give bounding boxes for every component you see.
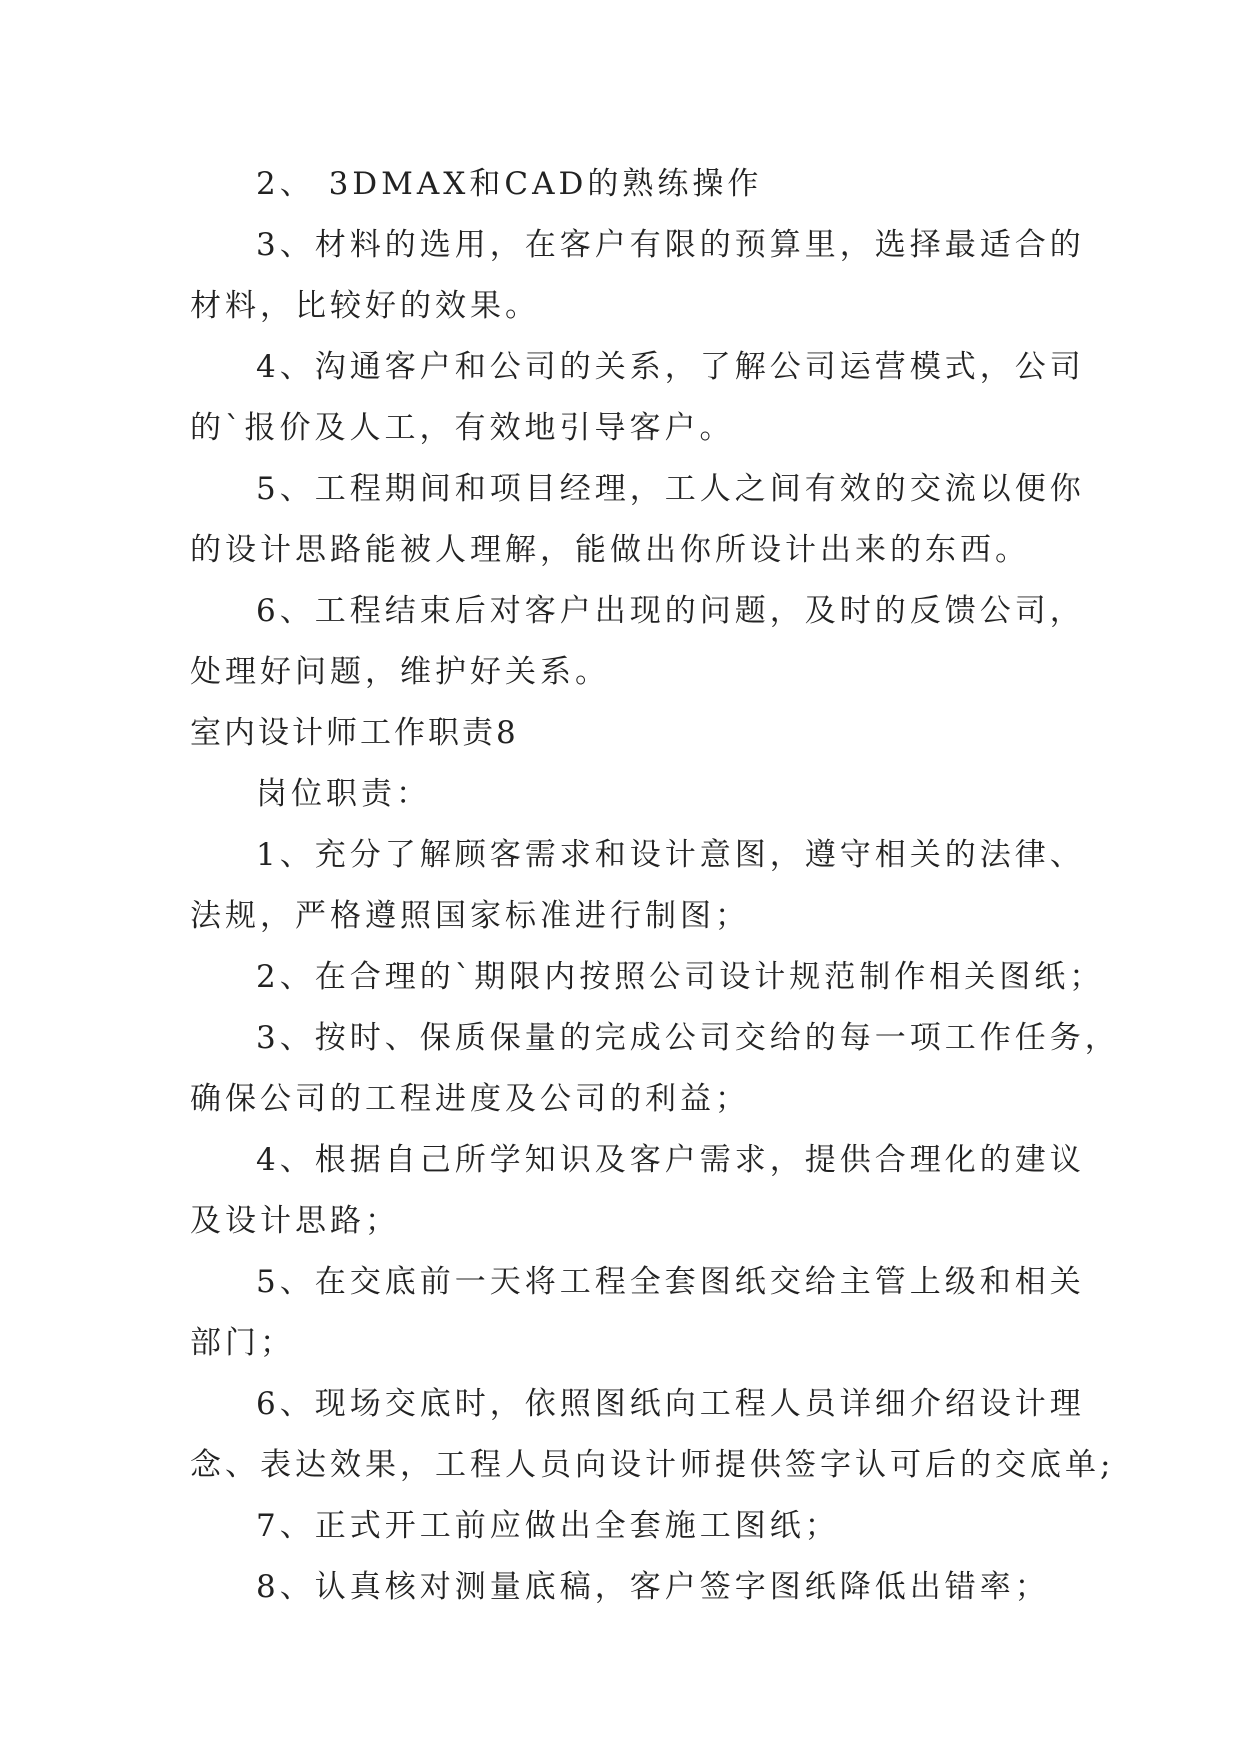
paragraph-line: 2、在合理的`期限内按照公司设计规范制作相关图纸； xyxy=(256,959,1105,995)
paragraph-line: 及设计思路； xyxy=(190,1203,400,1239)
paragraph-line: 处理好问题，维护好关系。 xyxy=(190,654,610,690)
paragraph-line: 1、充分了解顾客需求和设计意图，遵守相关的法律、 xyxy=(256,837,1085,873)
paragraph-line: 2、 3DMAX和CAD的熟练操作 xyxy=(256,166,763,202)
paragraph-line: 7、正式开工前应做出全套施工图纸； xyxy=(256,1508,840,1544)
paragraph-line: 3、按时、保质保量的完成公司交给的每一项工作任务， xyxy=(256,1020,1120,1056)
paragraph-line: 5、工程期间和项目经理，工人之间有效的交流以便你 xyxy=(256,471,1085,507)
paragraph-line: 6、工程结束后对客户出现的问题，及时的反馈公司， xyxy=(256,593,1085,629)
paragraph-line: 8、认真核对测量底稿，客户签字图纸降低出错率； xyxy=(256,1569,1050,1605)
section-heading: 室内设计师工作职责8 xyxy=(190,715,519,751)
paragraph-line: 确保公司的工程进度及公司的利益； xyxy=(190,1081,750,1117)
paragraph-line: 4、根据自己所学知识及客户需求，提供合理化的建议 xyxy=(256,1142,1085,1178)
paragraph-line: 3、材料的选用，在客户有限的预算里，选择最适合的 xyxy=(256,227,1085,263)
paragraph-line: 6、现场交底时，依照图纸向工程人员详细介绍设计理 xyxy=(256,1386,1085,1422)
paragraph-line: 法规，严格遵照国家标准进行制图； xyxy=(190,898,750,934)
paragraph-line: 岗位职责： xyxy=(256,776,431,812)
paragraph-line: 的设计思路能被人理解，能做出你所设计出来的东西。 xyxy=(190,532,1030,568)
paragraph-line: 的`报价及人工，有效地引导客户。 xyxy=(190,410,735,446)
paragraph-line: 4、沟通客户和公司的关系，了解公司运营模式，公司 xyxy=(256,349,1085,385)
paragraph-line: 部门； xyxy=(190,1325,295,1361)
paragraph-line: 5、在交底前一天将工程全套图纸交给主管上级和相关 xyxy=(256,1264,1085,1300)
paragraph-line: 念、表达效果，工程人员向设计师提供签字认可后的交底单; xyxy=(190,1447,1115,1483)
paragraph-line: 材料，比较好的效果。 xyxy=(190,288,540,324)
